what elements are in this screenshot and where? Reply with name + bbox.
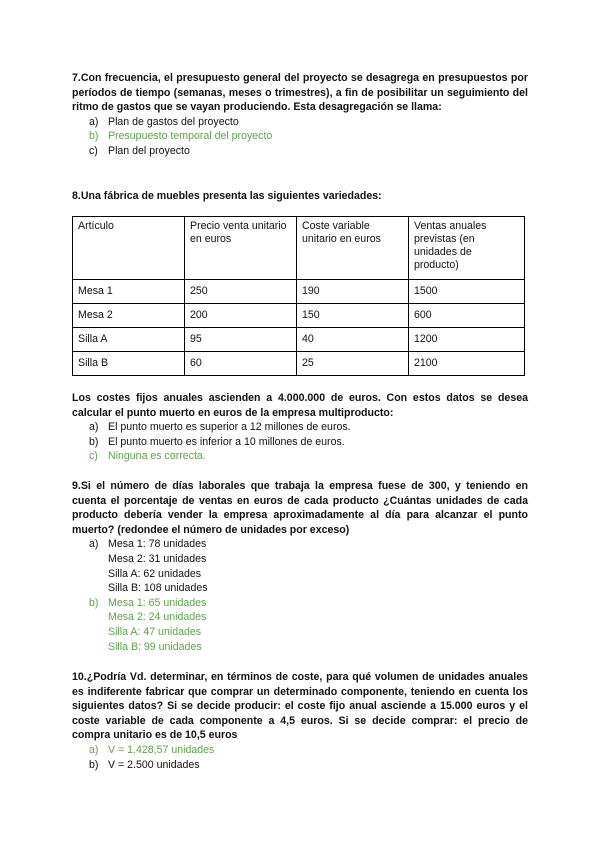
question-10-option-b: b) V = 2.500 unidades (89, 758, 200, 771)
question-8-text: Los costes fijos anuales ascienden a 4.000.000 de euros. Con estos datos se desea calcular el punto muerto en euros de la empresa multiproducto: (72, 392, 528, 419)
products-table (72, 216, 525, 376)
table-cell: 2100 (409, 352, 525, 376)
table-cell: 25 (297, 352, 409, 376)
table-row (73, 328, 525, 352)
table-cell: Silla A (73, 328, 185, 352)
table-cell: 1500 (409, 280, 525, 304)
question-10-stem: 10.¿Podría Vd. determinar, en términos de coste, para qué volumen de unidades anuales es indiferente fabricar que comprar un determinado componente, teniendo en cuenta los siguientes datos? Si se decide producir: el coste fijo anual asciende a 15.000 euros y el coste variable de cada componente a 4,5 euros. Si se decide comprar: el precio de compra unitario es de 10,5 euros (72, 671, 528, 742)
question-8-option-c-correct: c) Ninguna es correcta. (89, 450, 206, 463)
table-row (73, 352, 525, 376)
table-cell: 250 (185, 280, 297, 304)
question-9-option-b-correct: b) Mesa 1: 65 unidades Mesa 2: 24 unidades Silla A: 47 unidades Silla B: 99 unidades (89, 596, 207, 653)
question-9-stem: 9.Si el número de días laborales que trabaja la empresa fuese de 300, y teniendo en cuenta el porcentaje de ventas en euros de cada producto ¿Cuántas unidades de cada producto debería vender la empresa aproximadamente al día para alcanzar el punto muerto? (redondee el número de unidades por exceso) (72, 480, 528, 536)
question-7-option-b-correct: b) Presupuesto temporal del proyecto (89, 130, 273, 143)
question-9-option-a: a) Mesa 1: 78 unidades Mesa 2: 31 unidades Silla A: 62 unidades Silla B: 108 unidades (89, 538, 208, 595)
table-cell: 600 (409, 304, 525, 328)
question-7-option-a: a) Plan de gastos del proyecto (89, 115, 239, 128)
table-cell: Silla B (73, 352, 185, 376)
table-row (73, 304, 525, 328)
table-header-cell: Precio venta unitario en euros (185, 217, 297, 280)
question-8-stem: 8.Una fábrica de muebles presenta las siguientes variedades: (72, 190, 382, 202)
question-7 (72, 71, 528, 159)
question-10-options (72, 743, 528, 772)
question-9 (72, 479, 528, 654)
question-8-option-a: a) El punto muerto es superior a 12 millones de euros. (89, 421, 351, 434)
question-9-options (72, 537, 528, 654)
table-header-cell: Ventas anuales previstas (en unidades de producto) (409, 217, 525, 280)
table-cell: 150 (297, 304, 409, 328)
table-row (73, 280, 525, 304)
question-8-options (72, 420, 528, 464)
question-10-option-a-correct: a) V = 1.428,57 unidades (89, 743, 215, 756)
table-header-cell: Artículo (73, 217, 185, 280)
question-7-option-c: c) Plan del proyecto (89, 144, 190, 157)
table-cell: 40 (297, 328, 409, 352)
question-8 (72, 189, 528, 204)
question-7-stem: 7.Con frecuencia, el presupuesto general del proyecto se desagrega en presupuestos por períodos de tiempo (semanas, meses o trimestres), a fin de posibilitar un seguimiento del ritmo de gastos que se vayan produciendo. Esta desagregación se llama: (72, 72, 528, 114)
table-cell: 190 (297, 280, 409, 304)
question-8-body (72, 391, 528, 464)
table-cell: 95 (185, 328, 297, 352)
question-8-option-b: b) El punto muerto es inferior a 10 millones de euros. (89, 435, 345, 448)
table-cell: 60 (185, 352, 297, 376)
table-cell: 1200 (409, 328, 525, 352)
table-cell: 200 (185, 304, 297, 328)
table-cell: Mesa 2 (73, 304, 185, 328)
question-10 (72, 670, 528, 772)
table-header-row (73, 217, 525, 280)
question-7-options (72, 115, 528, 159)
table-header-cell: Coste variable unitario en euros (297, 217, 409, 280)
table-cell: Mesa 1 (73, 280, 185, 304)
